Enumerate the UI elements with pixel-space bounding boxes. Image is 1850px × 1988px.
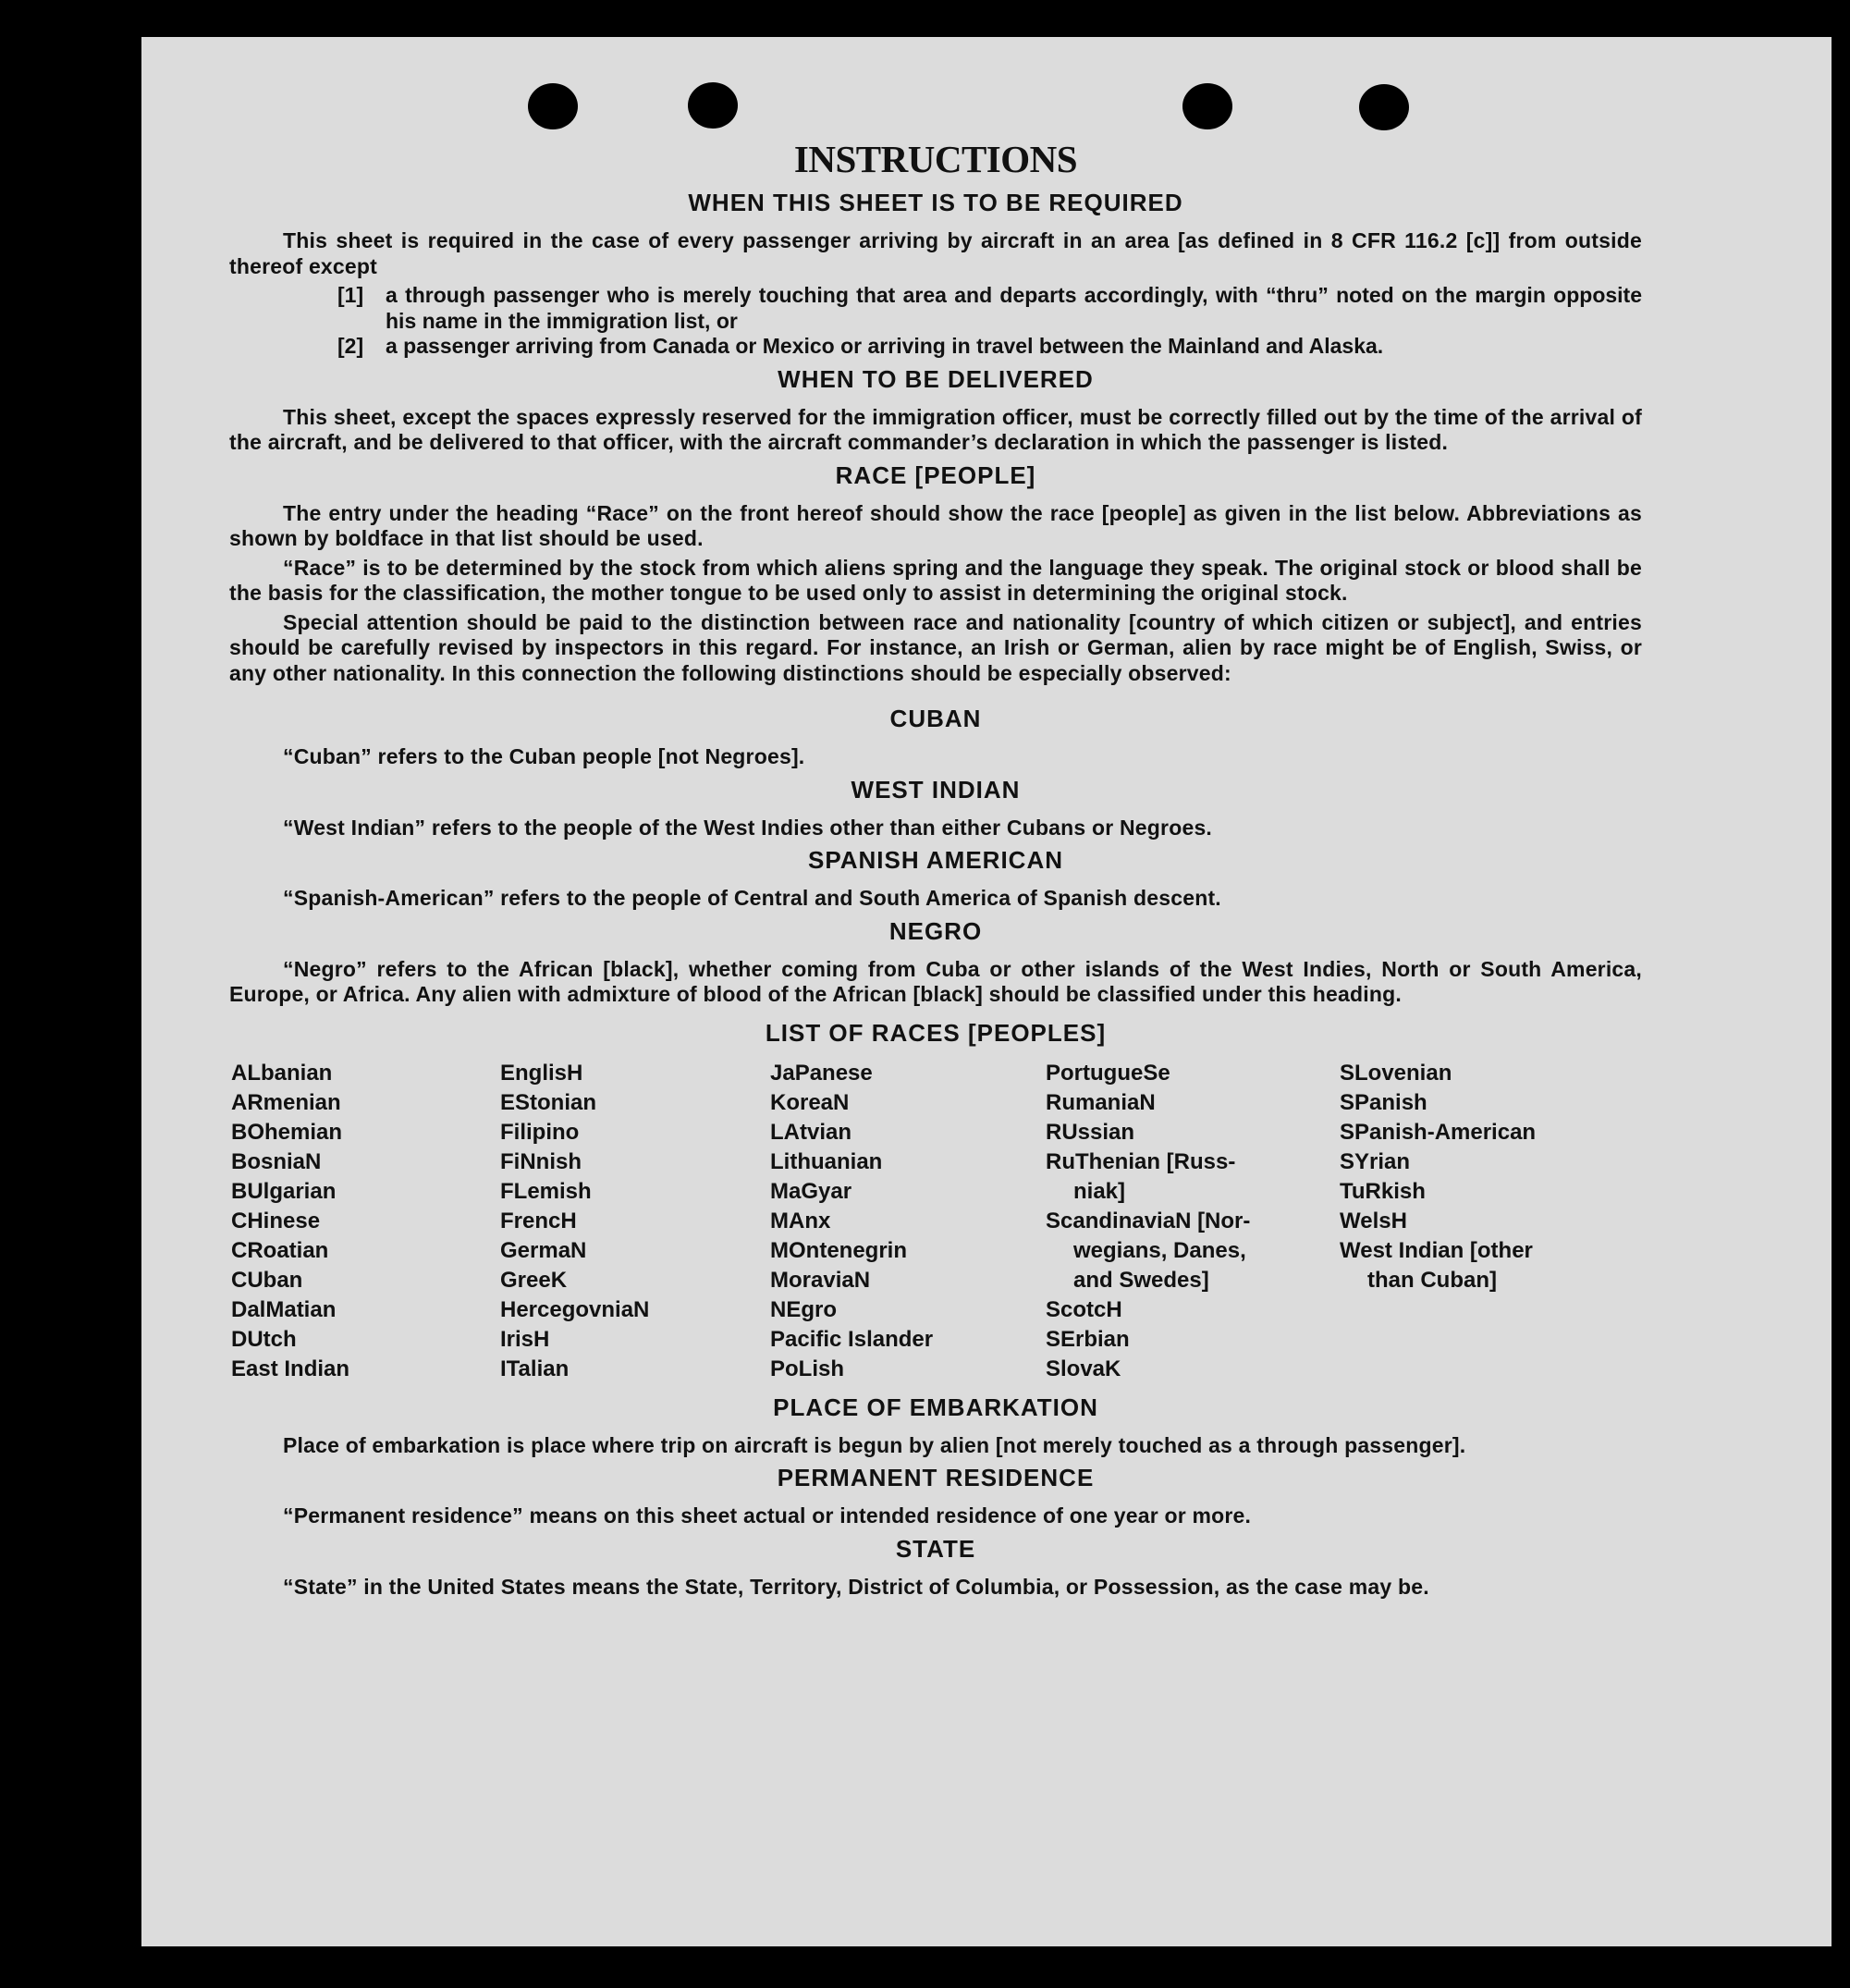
race-entry: niak] [1073,1178,1126,1204]
race-entry: DalMatian [231,1296,337,1322]
race-entry: BUlgarian [231,1178,337,1204]
race-entry: GermaN [500,1237,587,1263]
race-entry: ScandinaviaN [Nor- [1046,1208,1251,1233]
race-entry: FLemish [500,1178,592,1204]
race-entry: than Cuban] [1367,1267,1497,1293]
required-intro: This sheet is required in the case of every passenger arriving by aircraft in an area [as defined in 8 CFR 116.2 [c]] from outside thereof except [229,228,1642,278]
punch-hole [688,82,738,129]
race-entry: FrencH [500,1208,577,1233]
race-entry: East Indian [231,1356,350,1381]
race-entry: MOntenegrin [770,1237,907,1263]
delivered-text: This sheet, except the spaces expressly reserved for the immigration officer, must be correctly filled out by the time of the arrival of the aircraft, and be delivered to that officer, with the aircraft commander’s declaration in which the passenger is listed. [229,404,1642,454]
race-entry: HercegovniaN [500,1296,650,1322]
race-entry: Filipino [500,1119,580,1145]
race-entry: DUtch [231,1326,297,1352]
section-heading-list-of-races: LIST OF RACES [PEOPLES] [765,1018,1107,1047]
race-entry: RuThenian [Russ- [1046,1148,1236,1174]
punch-hole [1359,84,1409,130]
cuban-text: “Cuban” refers to the Cuban people [not Negroes]. [283,744,805,768]
punch-hole [1182,83,1232,129]
race-entry: IrisH [500,1326,550,1352]
page-title: INSTRUCTIONS [793,138,1078,180]
races-column [500,1059,770,1384]
race-entry: BosniaN [231,1148,322,1174]
section-heading-delivered: WHEN TO BE DELIVERED [778,364,1094,393]
race-entry: EnglisH [500,1060,583,1086]
section-heading-negro: NEGRO [888,916,983,945]
embarkation-text: Place of embarkation is place where trip on aircraft is begun by alien [not merely touched as a through passenger]. [283,1432,1466,1457]
race-entry: CUban [231,1267,303,1293]
section-heading-race: RACE [PEOPLE] [835,460,1036,489]
race-entry: FiNnish [500,1148,582,1174]
race-paragraph-2: “Race” is to be determined by the stock from which aliens spring and the language they speak. The original stock or blood shall be the basis for the classification, the mother tongue to be used only to assist in determining the original stock. [229,555,1642,605]
state-text: “State” in the United States means the State, Territory, District of Columbia, or Possession, as the case may be. [283,1574,1429,1599]
race-entry: NEgro [770,1296,837,1322]
section-heading-cuban: CUBAN [889,705,982,732]
race-entry: SlovaK [1046,1356,1121,1381]
document-sheet [141,37,1832,1946]
race-entry: MoraviaN [770,1267,871,1293]
section-heading-spanish-american: SPANISH AMERICAN [807,846,1063,874]
exception-number: [1] [337,283,364,307]
race-entry: RumaniaN [1046,1089,1156,1115]
race-entry: and Swedes] [1073,1267,1209,1293]
race-entry: MaGyar [770,1178,852,1204]
race-entry: ScotcH [1046,1296,1122,1322]
races-column [231,1059,500,1384]
section-heading-residence: PERMANENT RESIDENCE [777,1464,1095,1491]
race-entry: TuRkish [1340,1178,1426,1204]
section-heading-west-indian: WEST INDIAN [851,775,1021,804]
section-heading-state: STATE [895,1534,976,1563]
race-entry: PoLish [770,1356,845,1381]
race-entry: West Indian [other [1340,1237,1533,1263]
section-heading-required: WHEN THIS SHEET IS TO BE REQUIRED [688,189,1183,216]
race-entry: WelsH [1340,1208,1407,1233]
race-entry: SPanish [1340,1089,1427,1115]
race-entry: GreeK [500,1267,568,1293]
race-entry: PortugueSe [1046,1060,1170,1086]
race-entry: Pacific Islander [770,1326,934,1352]
race-entry: LAtvian [770,1119,852,1145]
race-entry: CRoatian [231,1237,329,1263]
exception-number: [2] [337,334,364,358]
exception-item [337,283,1642,334]
exception-item [337,334,1642,360]
race-entry: CHinese [231,1208,321,1233]
race-entry: EStonian [500,1089,597,1115]
race-entry: KoreaN [770,1089,850,1115]
residence-text: “Permanent residence” means on this sheet actual or intended residence of one year or more. [283,1503,1252,1528]
races-column [1046,1059,1340,1384]
punch-hole [528,83,578,129]
races-column [770,1059,1046,1384]
race-entry: SPanish-American [1340,1119,1537,1145]
west-indian-text: “West Indian” refers to the people of the West Indies other than either Cubans or Negroes. [283,815,1213,840]
race-paragraph-1: The entry under the heading “Race” on the front hereof should show the race [people] as given in the list below. Abbreviations as shown by boldface in that list should be used. [229,500,1642,550]
race-entry: SYrian [1340,1148,1411,1174]
negro-text: “Negro” refers to the African [black], whether coming from Cuba or other islands of the West Indies, North or South America, Europe, or Africa. Any alien with admixture of blood of the African [black] should be classified under this heading. [229,956,1642,1006]
race-entry: ARmenian [231,1089,341,1115]
race-entry: ITalian [500,1356,570,1381]
race-entry: MAnx [770,1208,831,1233]
instructions-content [229,137,1642,1603]
race-entry: wegians, Danes, [1073,1237,1246,1263]
races-column [1340,1059,1636,1384]
race-entry: SLovenian [1340,1060,1452,1086]
race-entry: SErbian [1046,1326,1130,1352]
race-entry: BOhemian [231,1119,343,1145]
race-entry: JaPanese [770,1060,873,1086]
race-paragraph-3: Special attention should be paid to the distinction between race and nationality [country of which citizen or subject], and entries should be carefully revised by inspectors in this regard. For instance, an Irish or German, alien by race might be of English, Swiss, or any other nationality. In this connection the following distinctions should be especially observed: [229,609,1642,685]
section-heading-embarkation: PLACE OF EMBARKATION [773,1393,1098,1421]
race-entry: Lithuanian [770,1148,883,1174]
exception-text: a through passenger who is merely touching that area and departs accordingly, with “thru” noted on the margin opposite his name in the immigration list, or [386,283,1642,333]
exception-text: a passenger arriving from Canada or Mexico or arriving in travel between the Mainland and Alaska. [386,334,1384,358]
race-entry: RUssian [1046,1119,1135,1145]
race-entry: ALbanian [231,1060,333,1086]
races-list [231,1059,1642,1384]
spanish-american-text: “Spanish-American” refers to the people of Central and South America of Spanish descent. [283,886,1221,910]
